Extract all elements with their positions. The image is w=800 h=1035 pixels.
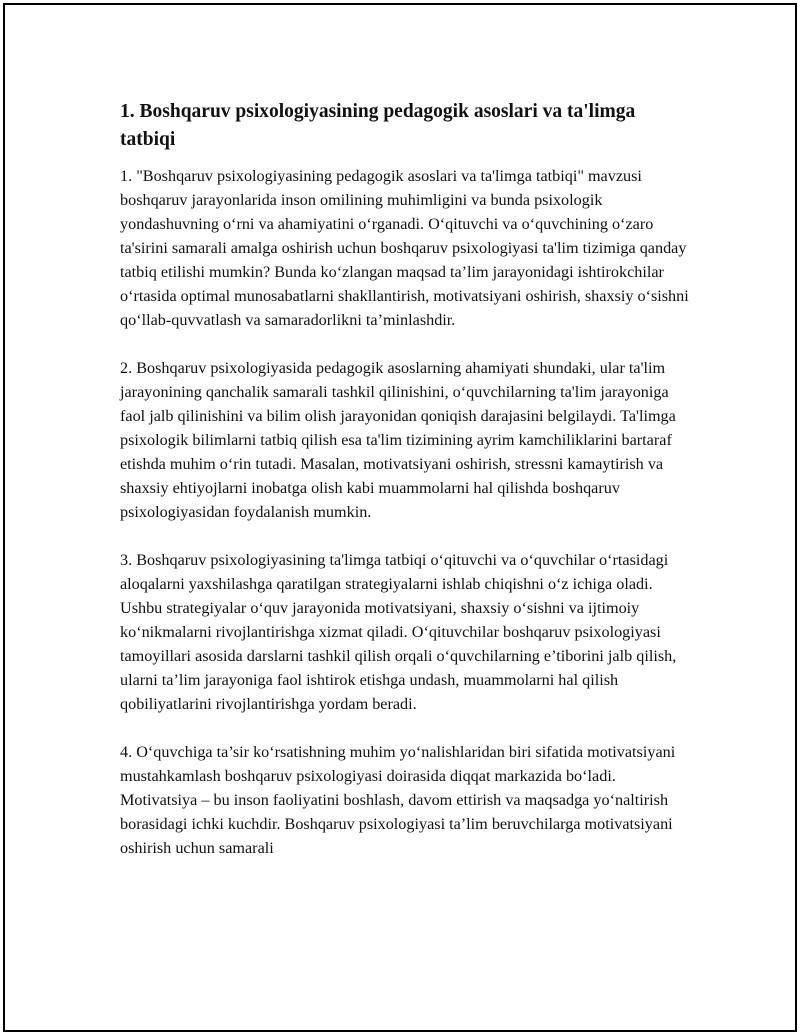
document-page <box>3 3 797 1032</box>
paragraph-2: 2. Boshqaruv psixologiyasida pedagogik asoslarning ahamiyati shundaki, ular ta'lim jarayonining qanchalik samarali tashkil qilinishini, oʻquvchilarning ta'lim jarayoniga faol jalb qilinishini va bilim olish jarayonidan qoniqish darajasini belgilaydi. Ta'limga psixologik bilimlarni tatbiq qilish esa ta'lim tizimining ayrim kamchiliklarini bartaraf etishda muhim oʻrin tutadi. Masalan, motivatsiyani oshirish, stressni kamaytirish va shaxsiy ehtiyojlarni inobatga olish kabi muammolarni hal qilishda boshqaruv psixologiyasidan foydalanish mumkin. <box>120 359 676 521</box>
paragraph-4: 4. Oʻquvchiga ta’sir koʻrsatishning muhim yoʻnalishlaridan biri sifatida motivatsiyani mustahkamlash boshqaruv psixologiyasi doirasida diqqat markazida boʻladi. Motivatsiya – bu inson faoliyatini boshlash, davom ettirish va maqsadga yoʻnaltirish borasidagi ichki kuchdir. Boshqaruv psixologiyasi ta’lim beruvchilarga motivatsiyani oshirish uchun samarali <box>120 743 676 857</box>
document-body <box>120 98 695 884</box>
paragraph-1: 1. "Boshqaruv psixologiyasining pedagogik asoslari va ta'limga tatbiqi" mavzusi boshqaruv jarayonlarida inson omilining muhimligini va bunda psixologik yondashuvning oʻrni va ahamiyatini oʻrganadi. Oʻqituvchi va oʻquvchining oʻzaro ta'sirini samarali amalga oshirish uchun boshqaruv psixologiyasi ta'lim tizimiga qanday tatbiq etilishi mumkin? Bunda koʻzlangan maqsad ta’lim jarayonidagi ishtirokchilar oʻrtasida optimal munosabatlarni shakllantirish, motivatsiyani oshirish, shaxsiy oʻsishni qoʻllab-quvvatlash va samaradorlikni ta’minlashdir. <box>120 167 689 329</box>
document-title: 1. Boshqaruv psixologiyasining pedagogik asoslari va ta'limga tatbiqi <box>120 101 636 150</box>
paragraph-3: 3. Boshqaruv psixologiyasining ta'limga tatbiqi oʻqituvchi va oʻquvchilar oʻrtasidagi aloqalarni yaxshilashga qaratilgan strategiyalarni ishlab chiqishni oʻz ichiga oladi. Ushbu strategiyalar oʻquv jarayonida motivatsiyani, shaxsiy oʻsishni va ijtimoiy koʻnikmalarni rivojlantirishga xizmat qiladi. Oʻqituvchilar boshqaruv psixologiyasi tamoyillari asosida darslarni tashkil qilish orqali oʻquvchilarning e’tiborini jalb qilish, ularni ta’lim jarayoniga faol ishtirok etishga undash, muammolarni hal qilish qobiliyatlarini rivojlantirishga yordam beradi. <box>120 551 677 713</box>
